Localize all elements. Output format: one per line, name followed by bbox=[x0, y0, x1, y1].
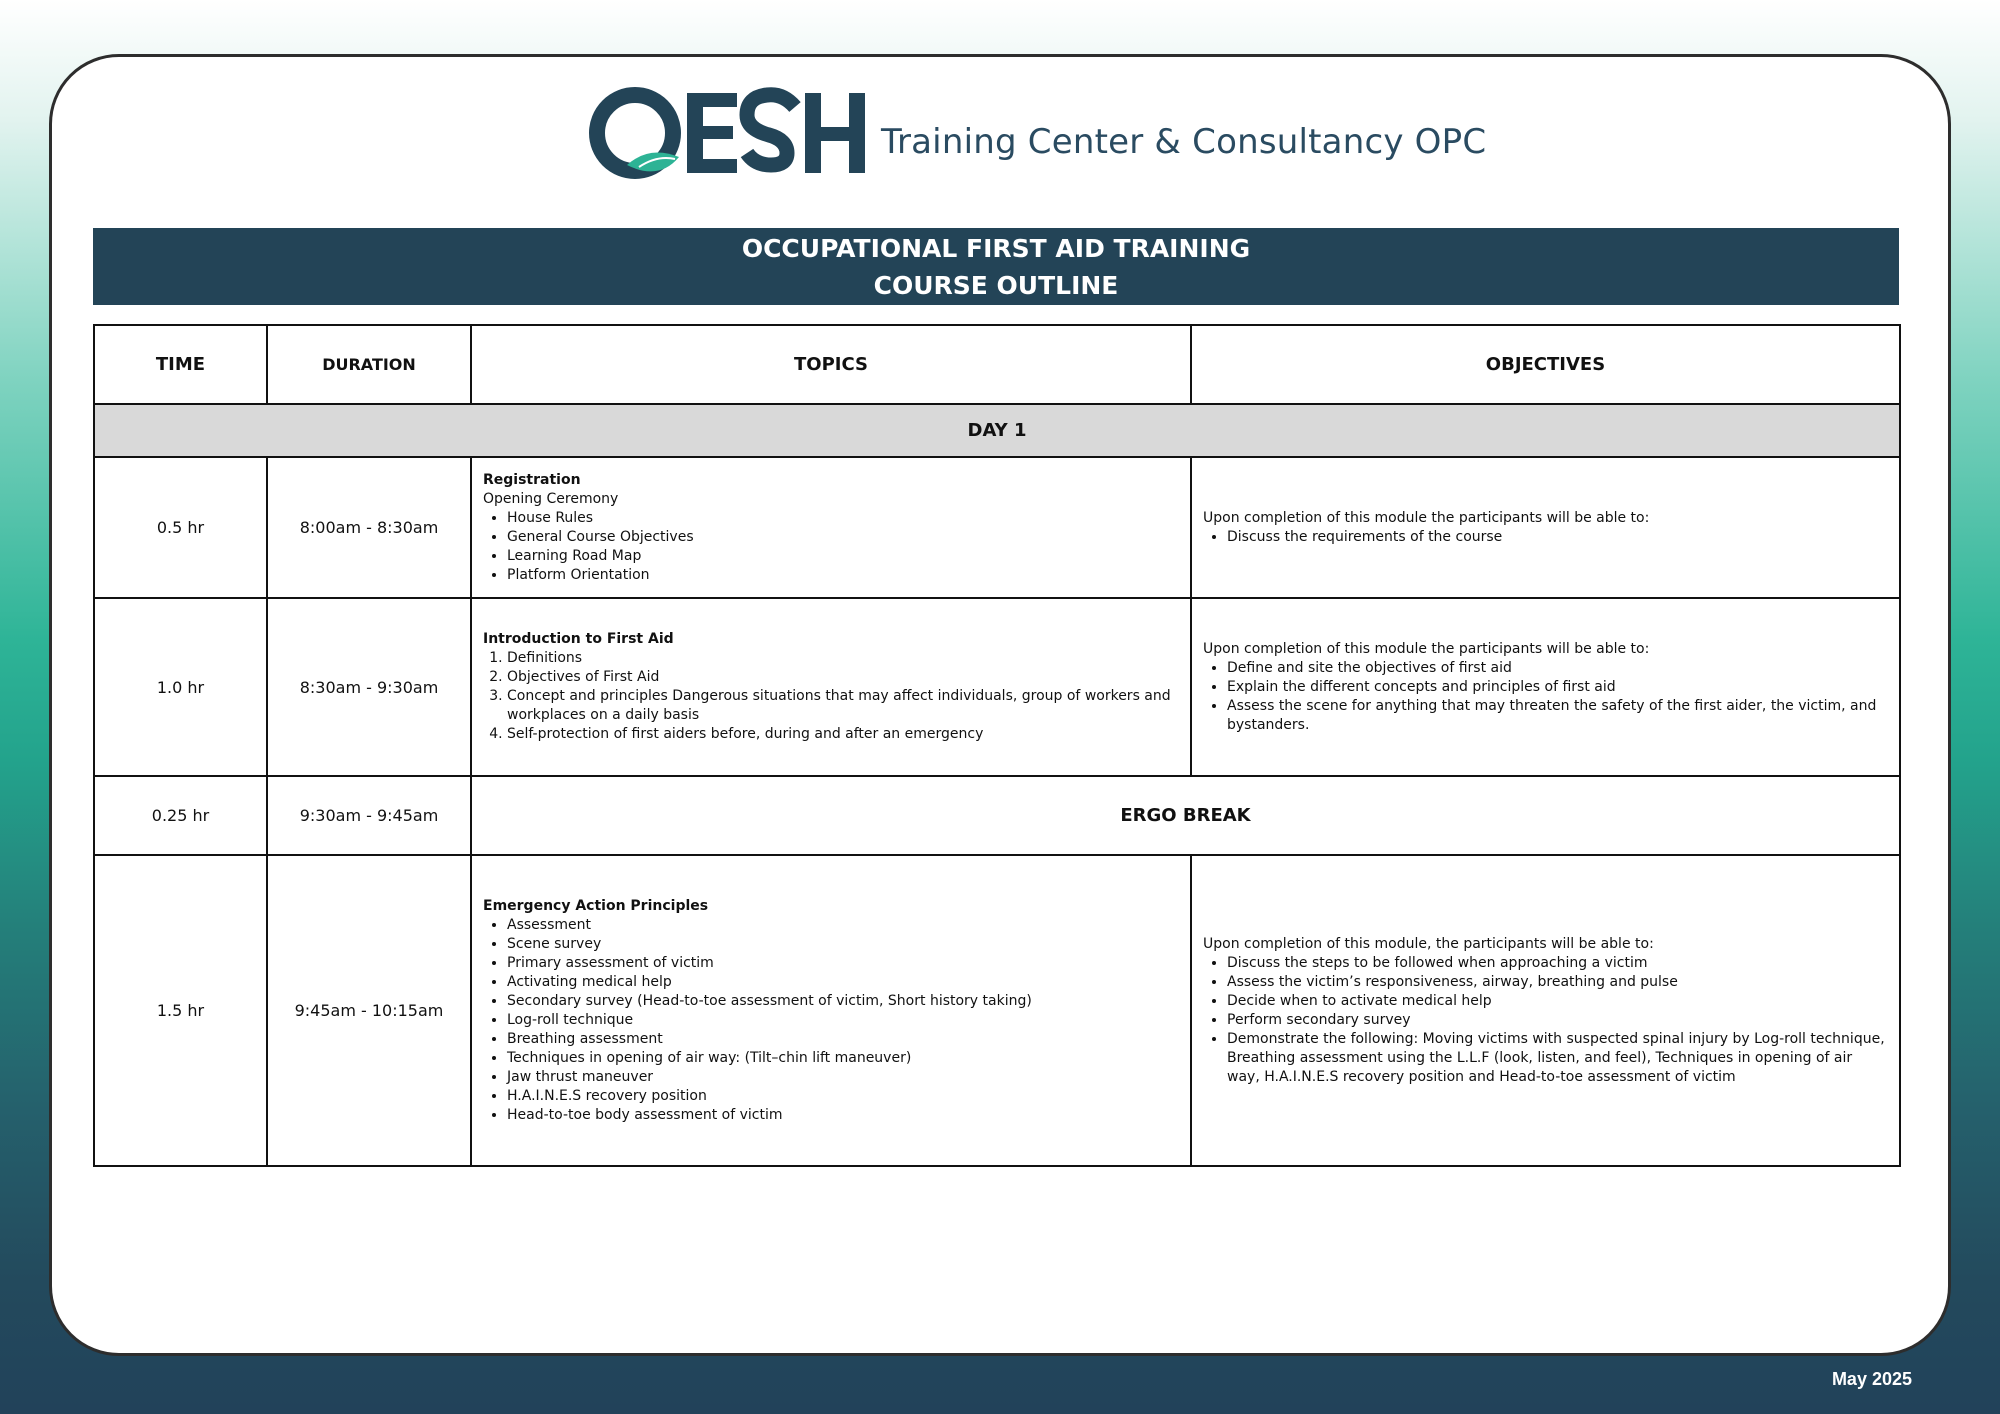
row-time: 0.25 hr bbox=[94, 776, 267, 855]
list-item: • Jaw thrust maneuver bbox=[507, 1068, 1180, 1087]
row-objectives bbox=[1191, 457, 1900, 598]
list-item: • Discuss the steps to be followed when approaching a victim bbox=[1227, 954, 1889, 973]
list-item: • Secondary survey (Head-to-toe assessment of victim, Short history taking) bbox=[507, 992, 1180, 1011]
row-topics bbox=[471, 598, 1191, 776]
company-logo bbox=[587, 80, 1486, 180]
list-item: • Decide when to activate medical help bbox=[1227, 992, 1889, 1011]
list-item: • Assess the victim’s responsiveness, airway, breathing and pulse bbox=[1227, 973, 1889, 992]
table-row bbox=[94, 457, 1900, 598]
topic-subtitle: Opening Ceremony bbox=[483, 490, 619, 507]
logo-letter-h bbox=[805, 93, 865, 173]
topic-list bbox=[483, 649, 1180, 744]
objective-intro: Upon completion of this module the participants will be able to: bbox=[1203, 509, 1650, 526]
header-duration: DURATION bbox=[267, 325, 471, 404]
list-item: 3. Concept and principles Dangerous situations that may affect individuals, group of workers and workplaces on a daily basis bbox=[507, 687, 1180, 725]
objective-intro: Upon completion of this module the participants will be able to: bbox=[1203, 640, 1650, 657]
row-time: 1.5 hr bbox=[94, 855, 267, 1166]
day-row bbox=[94, 404, 1900, 457]
header-time: TIME bbox=[94, 325, 267, 404]
logo-letter-q bbox=[597, 95, 679, 171]
list-item: • Scene survey bbox=[507, 935, 1180, 954]
list-item: • Demonstrate the following: Moving victims with suspected spinal injury by Log-roll technique, Breathing assessment using the L.L.F (look, listen, and feel), Techniques in opening of air way, H.A.I.N.E.S recovery position and Head-to-toe assessment of victim bbox=[1227, 1030, 1889, 1087]
footer-date: May 2025 bbox=[1831, 1369, 1912, 1389]
list-item: • Define and site the objectives of first aid bbox=[1227, 659, 1889, 678]
list-item: • Platform Orientation bbox=[507, 566, 1180, 585]
list-item: • Assessment bbox=[507, 916, 1180, 935]
day-label: DAY 1 bbox=[94, 404, 1900, 457]
list-item: • Head-to-toe body assessment of victim bbox=[507, 1106, 1180, 1125]
table-row bbox=[94, 598, 1900, 776]
header-topics: TOPICS bbox=[471, 325, 1191, 404]
title-banner bbox=[93, 228, 1899, 305]
list-item: 2. Objectives of First Aid bbox=[507, 668, 1180, 687]
table-header-row bbox=[94, 325, 1900, 404]
list-item: 1. Definitions bbox=[507, 649, 1180, 668]
row-duration: 8:30am - 9:30am bbox=[267, 598, 471, 776]
list-item: • Breathing assessment bbox=[507, 1030, 1180, 1049]
topic-title: Introduction to First Aid bbox=[483, 631, 674, 647]
list-item: • Primary assessment of victim bbox=[507, 954, 1180, 973]
logo-letter-e bbox=[687, 93, 737, 173]
topic-list bbox=[483, 916, 1180, 1125]
table-row bbox=[94, 776, 1900, 855]
course-outline-table bbox=[93, 324, 1901, 1167]
objective-list bbox=[1203, 528, 1889, 547]
topic-title: Registration bbox=[483, 471, 581, 488]
list-item: • Log-roll technique bbox=[507, 1011, 1180, 1030]
objective-list bbox=[1203, 954, 1889, 1087]
row-duration: 8:00am - 8:30am bbox=[267, 457, 471, 598]
list-item: • House Rules bbox=[507, 509, 1180, 528]
logo-letter-s bbox=[747, 95, 795, 165]
list-item: • Techniques in opening of air way: (Tilt–chin lift maneuver) bbox=[507, 1049, 1180, 1068]
qesh-logo-mark bbox=[587, 85, 867, 180]
list-item: • General Course Objectives bbox=[507, 528, 1180, 547]
list-item: • Assess the scene for anything that may threaten the safety of the first aider, the victim, and bystanders. bbox=[1227, 697, 1889, 735]
list-item: • Discuss the requirements of the course bbox=[1227, 528, 1889, 547]
list-item: • Explain the different concepts and principles of first aid bbox=[1227, 678, 1889, 697]
list-item: • Activating medical help bbox=[507, 973, 1180, 992]
topic-title: Emergency Action Principles bbox=[483, 897, 709, 914]
row-topics bbox=[471, 457, 1191, 598]
banner-subtitle: COURSE OUTLINE bbox=[873, 271, 1119, 300]
table-row bbox=[94, 855, 1900, 1166]
header-objectives: OBJECTIVES bbox=[1191, 325, 1900, 404]
row-time: 0.5 hr bbox=[94, 457, 267, 598]
row-topics bbox=[471, 855, 1191, 1166]
row-objectives bbox=[1191, 855, 1900, 1166]
row-objectives bbox=[1191, 598, 1900, 776]
banner-title: OCCUPATIONAL FIRST AID TRAINING bbox=[741, 234, 1251, 263]
list-item: • H.A.I.N.E.S recovery position bbox=[507, 1087, 1180, 1106]
objective-list bbox=[1203, 659, 1889, 735]
objective-intro: Upon completion of this module, the participants will be able to: bbox=[1203, 935, 1654, 952]
list-item: • Perform secondary survey bbox=[1227, 1011, 1889, 1030]
list-item: • Learning Road Map bbox=[507, 547, 1180, 566]
company-tagline: Training Center & Consultancy OPC bbox=[881, 122, 1487, 162]
row-time: 1.0 hr bbox=[94, 598, 267, 776]
topic-list bbox=[483, 509, 1180, 585]
row-duration: 9:45am - 10:15am bbox=[267, 855, 471, 1166]
list-item: 4. Self-protection of first aiders before, during and after an emergency bbox=[507, 725, 1180, 744]
break-label: ERGO BREAK bbox=[471, 776, 1900, 855]
row-duration: 9:30am - 9:45am bbox=[267, 776, 471, 855]
